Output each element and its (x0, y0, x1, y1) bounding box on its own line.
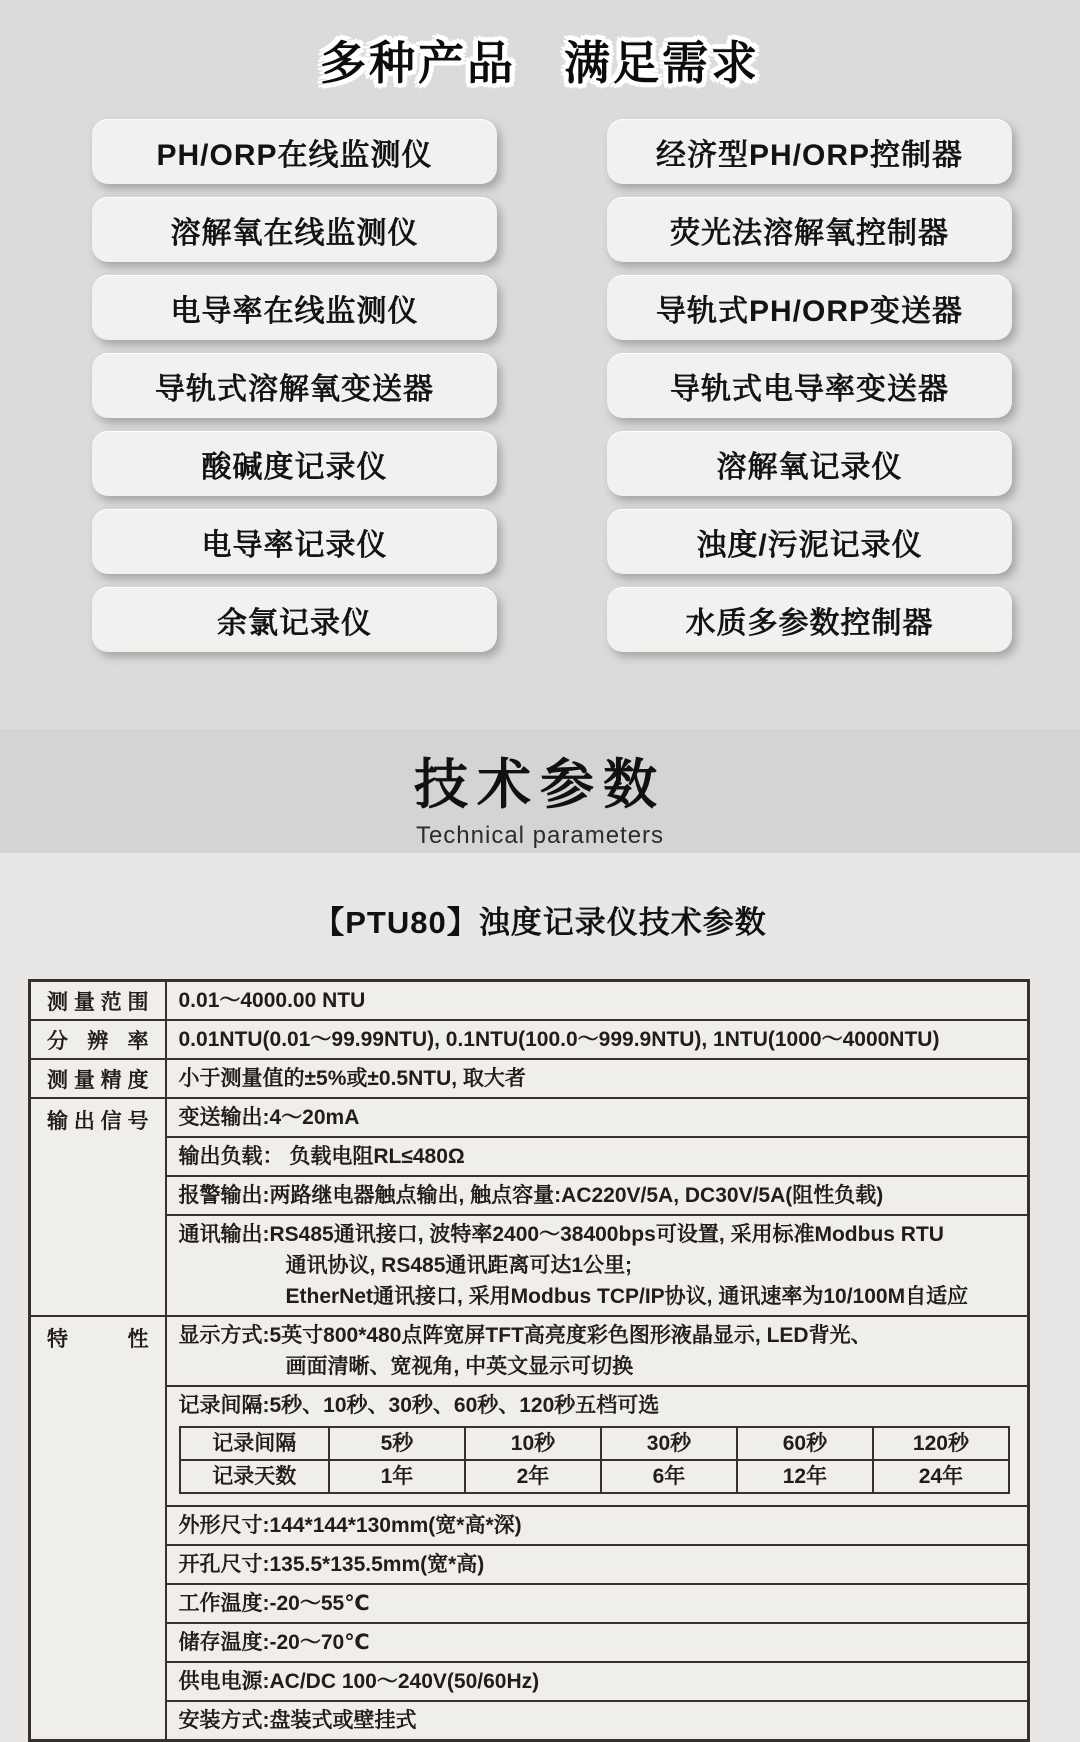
product-pill-economy-ph-controller: 经济型PH/ORP控制器 (607, 119, 1012, 184)
interval-30s: 30秒 (601, 1427, 737, 1460)
product-pill-fluorescence-do-controller: 荧光法溶解氧控制器 (607, 197, 1012, 262)
spec-row-resolution (30, 1020, 1029, 1059)
spec-row-range (30, 981, 1029, 1021)
product-pill-conductivity-recorder: 电导率记录仪 (92, 509, 497, 574)
product-pill-do-monitor: 溶解氧在线监测仪 (92, 197, 497, 262)
spec-value-alarm-output: 报警输出:两路继电器触点输出, 触点容量:AC220V/5A, DC30V/5A(阻性负载) (166, 1176, 1029, 1215)
spec-row-storage-temp (30, 1623, 1029, 1662)
spec-value-cutout: 开孔尺寸:135.5*135.5mm(宽*高) (166, 1545, 1029, 1584)
spec-value-comm-output (166, 1215, 1029, 1316)
days-1y: 1年 (329, 1460, 465, 1493)
spec-value-range: 0.01～4000.00 NTU (166, 981, 1029, 1021)
spec-row-power (30, 1662, 1029, 1701)
interval-60s: 60秒 (737, 1427, 873, 1460)
product-column-left (92, 119, 497, 652)
spec-value-transmit-output: 变送输出:4～20mA (166, 1098, 1029, 1137)
interval-header-label: 记录间隔 (180, 1427, 329, 1460)
product-pill-rail-ph-transmitter: 导轨式PH/ORP变送器 (607, 275, 1012, 340)
tech-params-band (0, 729, 1080, 853)
spec-value-accuracy: 小于测量值的±5%或±0.5NTU, 取大者 (166, 1059, 1029, 1098)
spec-row-display (30, 1316, 1029, 1386)
products-section (0, 0, 1080, 729)
spec-label-accuracy: 测量精度 (30, 1059, 166, 1098)
comm-line-2: 通讯协议, RS485通讯距离可达1公里; (285, 1254, 633, 1277)
interval-header-row (180, 1427, 1009, 1460)
interval-10s: 10秒 (465, 1427, 601, 1460)
spec-value-work-temp: 工作温度:-20～55℃ (166, 1584, 1029, 1623)
spec-row-output-transmit (30, 1098, 1029, 1137)
spec-label-range: 测量范围 (30, 981, 166, 1021)
display-line-1: 显示方式:5英寸800*480点阵宽屏TFT高亮度彩色图形液晶显示, LED背光、 (178, 1324, 872, 1347)
spec-label-features: 特性 (30, 1316, 166, 1741)
spec-row-work-temp (30, 1584, 1029, 1623)
spec-label-resolution: 分辨率 (30, 1020, 166, 1059)
spec-row-mounting (30, 1701, 1029, 1741)
product-pill-ph-recorder: 酸碱度记录仪 (92, 431, 497, 496)
spec-row-dimensions (30, 1506, 1029, 1545)
spec-table (28, 979, 1030, 1742)
record-days-row (180, 1460, 1009, 1493)
products-title (0, 27, 1080, 93)
spec-value-storage-temp: 储存温度:-20～70℃ (166, 1623, 1029, 1662)
spec-row-output-comm (30, 1215, 1029, 1316)
record-interval-table (179, 1426, 1010, 1494)
days-12y: 12年 (737, 1460, 873, 1493)
product-pill-rail-do-transmitter: 导轨式溶解氧变送器 (92, 353, 497, 418)
spec-value-display-mode (166, 1316, 1029, 1386)
spec-section (0, 853, 1080, 1732)
tech-params-subtitle: Technical parameters (415, 822, 665, 849)
product-pill-chlorine-recorder: 余氯记录仪 (92, 587, 497, 652)
products-title-left: 多种产品 (320, 37, 516, 89)
product-pill-conductivity-monitor: 电导率在线监测仪 (92, 275, 497, 340)
product-pill-multiparam-controller: 水质多参数控制器 (607, 587, 1012, 652)
spec-row-output-alarm (30, 1176, 1029, 1215)
spec-value-resolution: 0.01NTU(0.01～99.99NTU), 0.1NTU(100.0～999.9NTU), 1NTU(1000～4000NTU) (166, 1020, 1029, 1059)
display-line-2: 画面清晰、宽视角, 中英文显示可切换 (285, 1355, 634, 1378)
spec-row-accuracy (30, 1059, 1029, 1098)
product-pill-ph-orp-monitor: PH/ORP在线监测仪 (92, 119, 497, 184)
record-interval-text: 记录间隔:5秒、10秒、30秒、60秒、120秒五档可选 (178, 1394, 660, 1417)
days-24y: 24年 (873, 1460, 1009, 1493)
spec-label-output-signal: 输出信号 (30, 1098, 166, 1316)
spec-value-output-load: 输出负载： 负载电阻RL≤480Ω (166, 1137, 1029, 1176)
spec-value-record-interval (166, 1386, 1029, 1506)
days-6y: 6年 (601, 1460, 737, 1493)
comm-line-3: EtherNet通讯接口, 采用Modbus TCP/IP协议, 通讯速率为10/100M自适应 (285, 1285, 969, 1308)
record-days-label: 记录天数 (180, 1460, 329, 1493)
days-2y: 2年 (465, 1460, 601, 1493)
product-grid (0, 93, 1080, 652)
spec-value-dimensions: 外形尺寸:144*144*130mm(宽*高*深) (166, 1506, 1029, 1545)
spec-section-title: 【PTU80】浊度记录仪技术参数 (313, 905, 767, 940)
product-pill-do-recorder: 溶解氧记录仪 (607, 431, 1012, 496)
product-pill-turbidity-recorder: 浊度/污泥记录仪 (607, 509, 1012, 574)
spec-row-record-interval (30, 1386, 1029, 1506)
interval-5s: 5秒 (329, 1427, 465, 1460)
spec-value-mounting: 安装方式:盘装式或壁挂式 (166, 1701, 1029, 1741)
comm-line-1: 通讯输出:RS485通讯接口, 波特率2400～38400bps可设置, 采用标准Modbus RTU (178, 1223, 944, 1246)
spec-row-cutout (30, 1545, 1029, 1584)
products-title-right: 满足需求 (564, 37, 760, 89)
interval-120s: 120秒 (873, 1427, 1009, 1460)
spec-row-output-load (30, 1137, 1029, 1176)
product-pill-rail-conductivity-transmitter: 导轨式电导率变送器 (607, 353, 1012, 418)
spec-value-power: 供电电源:AC/DC 100～240V(50/60Hz) (166, 1662, 1029, 1701)
product-column-right (607, 119, 1012, 652)
tech-params-title: 技术参数 (414, 755, 666, 815)
